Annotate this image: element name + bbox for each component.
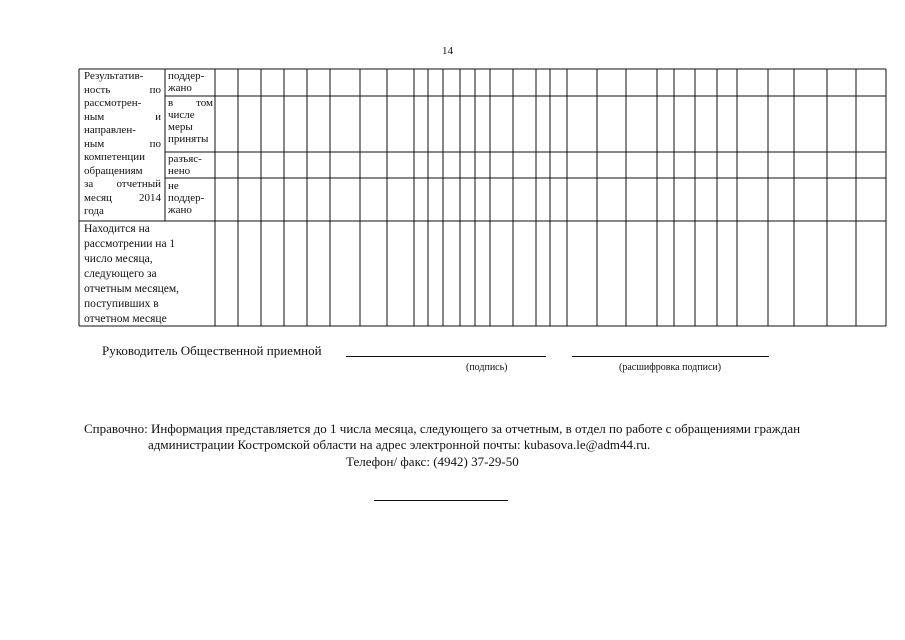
label-line: обращениям bbox=[84, 164, 143, 177]
page-number: 14 bbox=[442, 45, 453, 57]
note-line-1: Справочно: Информация представляется до 1 числа месяца, следующего за отчетным, в отдел по работе с обращениями граждан bbox=[84, 421, 801, 436]
label-line: компетенции bbox=[84, 151, 146, 163]
pending-line: отчетным месяцем, bbox=[84, 283, 180, 295]
pending-line: поступивших в bbox=[84, 298, 159, 310]
label-line: Результатив- bbox=[84, 70, 144, 82]
signature-line bbox=[346, 356, 546, 357]
pending-line: следующего за bbox=[84, 268, 157, 280]
label-line: направлен- bbox=[84, 124, 136, 136]
subrow-supported bbox=[168, 70, 213, 94]
note-line-2: администрации Костромской области на адрес электронной почты: kubasova.le@adm44.ru. bbox=[148, 437, 651, 452]
signature-caption: (подпись) bbox=[466, 362, 508, 373]
subrow-line: в том bbox=[168, 97, 213, 109]
pending-line: рассмотрении на 1 bbox=[84, 238, 176, 250]
signature-decoding-caption: (расшифровка подписи) bbox=[619, 362, 722, 373]
subrow-explained bbox=[168, 153, 213, 177]
subrow-line: не bbox=[168, 180, 179, 192]
pending-line: число месяца, bbox=[84, 253, 153, 265]
subrow-line: числе bbox=[168, 109, 195, 121]
effectiveness-row-label bbox=[84, 70, 161, 219]
subrow-line: поддер- bbox=[168, 70, 205, 82]
label-line: ным по bbox=[84, 137, 161, 150]
label-line: ность по bbox=[84, 83, 161, 96]
subrow-line: жано bbox=[168, 82, 192, 94]
subrow-not-supported bbox=[168, 180, 213, 216]
label-line: месяц 2014 bbox=[84, 191, 161, 204]
label-line: ным и bbox=[84, 110, 161, 123]
subrow-line: приняты bbox=[168, 133, 209, 145]
label-line: года bbox=[84, 205, 104, 217]
subrow-line: жано bbox=[168, 204, 192, 216]
subrow-measures-taken bbox=[168, 97, 213, 145]
subrow-line: нено bbox=[168, 165, 191, 177]
subrow-line: поддер- bbox=[168, 192, 205, 204]
pending-line: отчетном месяце bbox=[84, 313, 167, 325]
subrow-line: разъяс- bbox=[168, 153, 202, 165]
label-line: за отчетный bbox=[84, 178, 161, 190]
note-line-3: Телефон/ факс: (4942) 37-29-50 bbox=[346, 454, 519, 469]
pending-line: Находится на bbox=[84, 223, 150, 235]
subrow-line: меры bbox=[168, 121, 193, 133]
label-line: рассмотрен- bbox=[84, 97, 142, 109]
signature-label: Руководитель Общественной приемной bbox=[102, 343, 322, 358]
pending-row-label bbox=[84, 222, 214, 327]
signature-decoding-line bbox=[572, 356, 769, 357]
closing-line bbox=[374, 500, 508, 501]
